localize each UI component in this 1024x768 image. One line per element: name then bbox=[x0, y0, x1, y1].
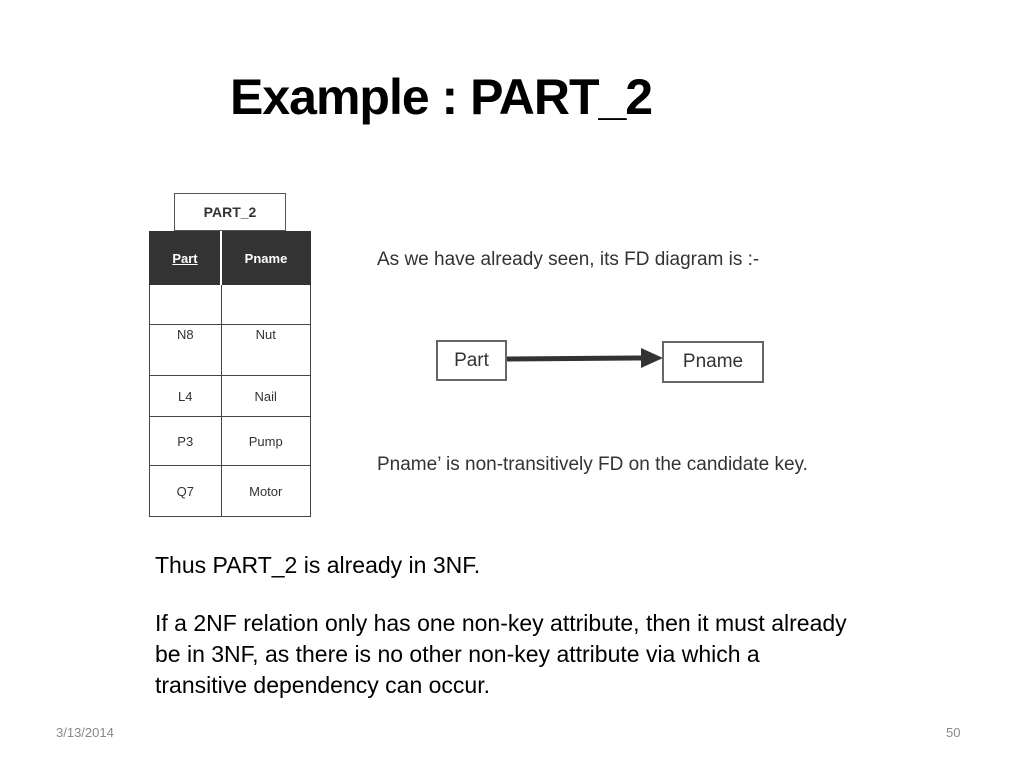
fd-source-box: Part bbox=[436, 340, 507, 381]
fd-arrow-icon bbox=[505, 345, 665, 373]
table-cell-empty bbox=[150, 285, 222, 325]
table-cell-pname: Nail bbox=[221, 376, 311, 417]
table-cell-part: N8 bbox=[150, 325, 222, 376]
table-cell-empty bbox=[221, 285, 311, 325]
conclusion-line: Thus PART_2 is already in 3NF. bbox=[155, 552, 481, 578]
column-header-pname: Pname bbox=[221, 232, 311, 285]
fd-arrow-head bbox=[641, 348, 663, 368]
table-row bbox=[150, 376, 311, 417]
table-cell-pname: Motor bbox=[221, 466, 311, 517]
column-header-part: Part bbox=[150, 232, 222, 285]
table-cell-pname: Nut bbox=[221, 325, 311, 376]
table-cell-part: L4 bbox=[150, 376, 222, 417]
fd-arrow-shaft bbox=[507, 358, 643, 359]
fd-target-box: Pname bbox=[662, 341, 764, 383]
table-row bbox=[150, 417, 311, 466]
table-cell-pname: Pump bbox=[221, 417, 311, 466]
fd-diagram-intro: As we have already seen, its FD diagram is :- bbox=[377, 249, 760, 270]
table-caption: PART_2 bbox=[174, 193, 286, 231]
slide-title: Example : PART_2 bbox=[230, 69, 653, 125]
table-cell-part: P3 bbox=[150, 417, 222, 466]
table-row bbox=[150, 466, 311, 517]
part-2-table bbox=[149, 231, 311, 517]
slide-page-number: 50 bbox=[946, 725, 961, 740]
fd-note: Pname’ is non-transitively FD on the candidate key. bbox=[377, 454, 808, 475]
table-header-row bbox=[150, 232, 311, 285]
table-row bbox=[150, 325, 311, 376]
table-row-empty bbox=[150, 285, 311, 325]
table-cell-part: Q7 bbox=[150, 466, 222, 517]
conclusion-paragraph: If a 2NF relation only has one non-key attribute, then it must already be in 3NF, as there is no other non-key attribute via which a transitive dependency can occur. bbox=[155, 610, 847, 698]
slide-date: 3/13/2014 bbox=[56, 725, 114, 740]
